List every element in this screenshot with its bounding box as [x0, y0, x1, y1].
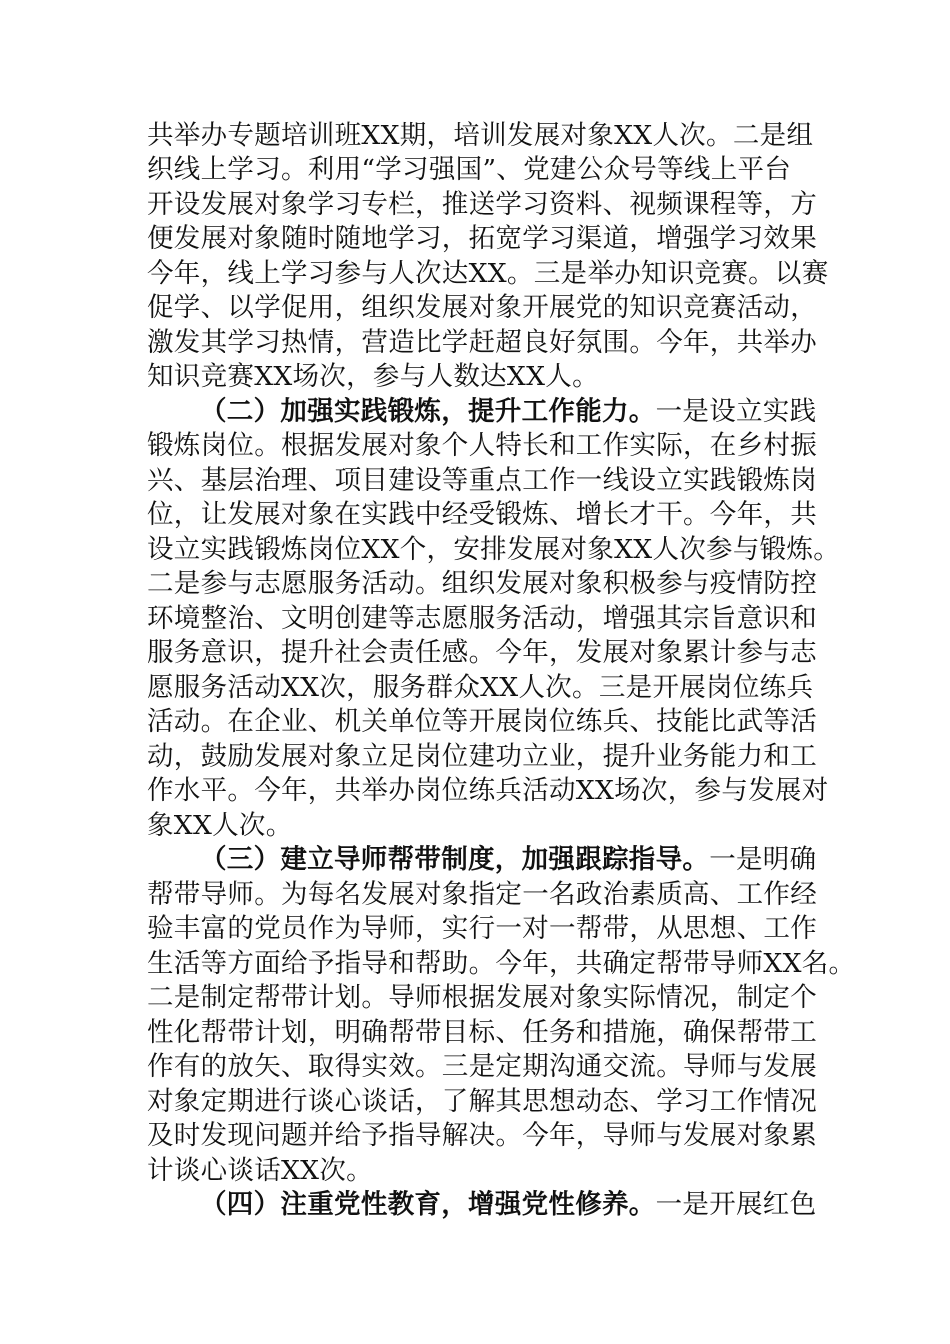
- text-line: 促学、以学促用，组织发展对象开展党的知识竞赛活动，: [147, 292, 817, 323]
- text-line: 今年，线上学习参与人次达XX。三是举办知识竞赛。以赛: [147, 258, 829, 289]
- text-line: 便发展对象随时随地学习，拓宽学习渠道，增强学习效果: [147, 223, 817, 254]
- text-line: 服务意识，提升社会责任感。今年，发展对象累计参与志: [147, 637, 817, 668]
- section-heading: （三）建立导师帮带制度，加强跟踪指导。: [200, 844, 710, 875]
- text-line: 二是参与志愿服务活动。组织发展对象积极参与疫情防控: [147, 568, 817, 599]
- text-line: 兴、基层治理、项目建设等重点工作一线设立实践锻炼岗: [147, 465, 817, 496]
- text-line: 知识竞赛XX场次，参与人数达XX人。: [147, 361, 599, 392]
- text-line: 位，让发展对象在实践中经受锻炼、增长才干。今年，共: [147, 499, 817, 530]
- text-line: 环境整治、文明创建等志愿服务活动，增强其宗旨意识和: [147, 603, 817, 634]
- text-line: 设立实践锻炼岗位XX个，安排发展对象XX人次参与锻炼。: [147, 534, 841, 565]
- text-line: 作有的放矢、取得实效。三是定期沟通交流。导师与发展: [147, 1051, 817, 1082]
- text-line: 作水平。今年，共举办岗位练兵活动XX场次，参与发展对: [147, 775, 829, 806]
- text-line: 织线上学习。利用“学习强国”、党建公众号等线上平台: [147, 154, 792, 185]
- section-heading-line: [200, 1188, 816, 1222]
- text-line: 生活等方面给予指导和帮助。今年，共确定帮带导师XX名。: [147, 948, 856, 979]
- text-line: 对象定期进行谈心谈话，了解其思想动态、学习工作情况: [147, 1086, 817, 1117]
- text-line: 验丰富的党员作为导师，实行一对一帮带，从思想、工作: [147, 913, 817, 944]
- text-line: 计谈心谈话XX次。: [147, 1155, 373, 1186]
- text-line: 象XX人次。: [147, 810, 293, 841]
- text-line: 开设发展对象学习专栏，推送学习资料、视频课程等，方: [147, 189, 817, 220]
- section-heading-line: [200, 843, 816, 877]
- section-heading: （四）注重党性教育，增强党性修养。: [200, 1189, 656, 1220]
- text-line: 共举办专题培训班XX期，培训发展对象XX人次。二是组: [147, 120, 814, 151]
- text-fragment: 一是明确: [709, 844, 817, 875]
- section-heading: （二）加强实践锻炼，提升工作能力。: [200, 396, 656, 427]
- text-fragment: 一是设立实践: [655, 396, 817, 427]
- text-line: 活动。在企业、机关单位等开展岗位练兵、技能比武等活: [147, 706, 817, 737]
- text-line: 性化帮带计划，明确帮带目标、任务和措施，确保帮带工: [147, 1017, 817, 1048]
- section-heading-line: [200, 395, 816, 429]
- text-line: 愿服务活动XX次，服务群众XX人次。三是开展岗位练兵: [147, 672, 814, 703]
- text-line: 二是制定帮带计划。导师根据发展对象实际情况，制定个: [147, 982, 817, 1013]
- text-line: 锻炼岗位。根据发展对象个人特长和工作实际，在乡村振: [147, 430, 817, 461]
- text-line: 动，鼓励发展对象立足岗位建功立业，提升业务能力和工: [147, 741, 817, 772]
- text-fragment: 一是开展红色: [655, 1189, 817, 1220]
- text-line: 及时发现问题并给予指导解决。今年，导师与发展对象累: [147, 1120, 817, 1151]
- text-line: 激发其学习热情，营造比学赶超良好氛围。今年，共举办: [147, 327, 817, 358]
- text-line: 帮带导师。为每名发展对象指定一名政治素质高、工作经: [147, 879, 817, 910]
